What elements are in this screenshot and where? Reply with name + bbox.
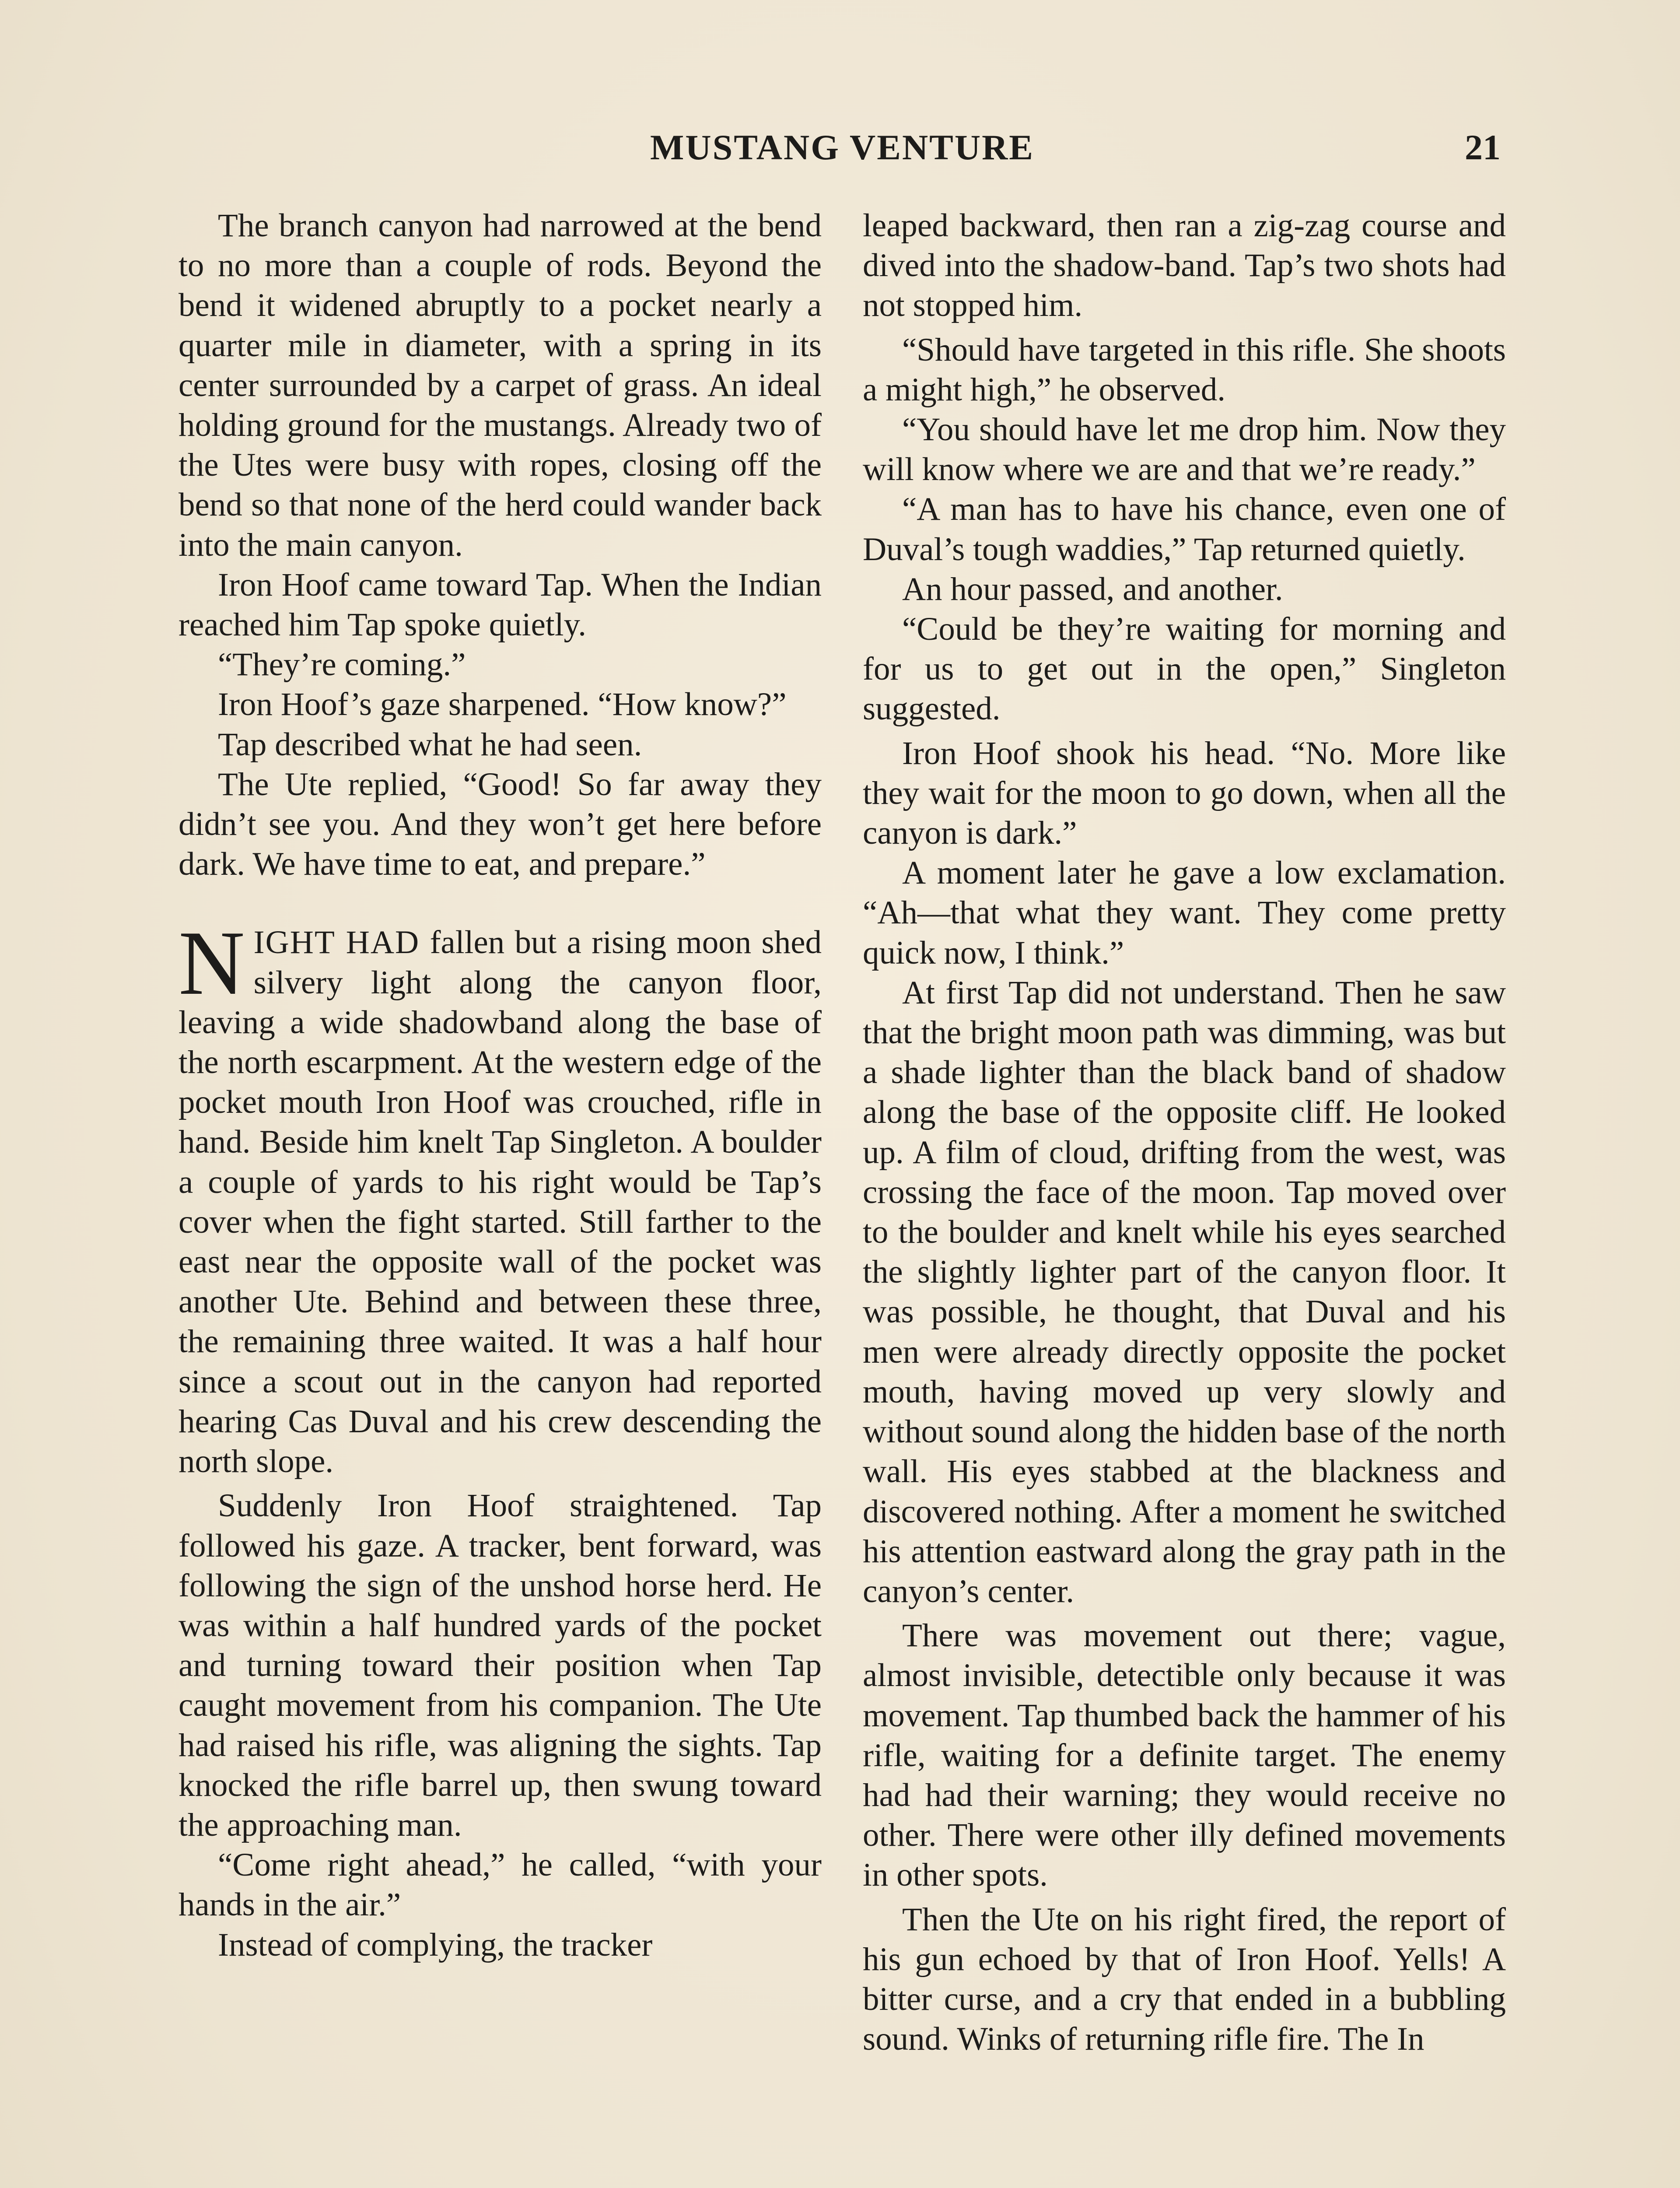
section-lead-in: IGHT HAD xyxy=(253,924,420,961)
paragraph: Iron Hoof shook his head. “No. More like they wait for the moon to go down, when all the canyon is dark.” xyxy=(863,735,1506,852)
paragraph: Iron Hoof came toward Tap. When the Indian reached him Tap spoke quietly. xyxy=(178,566,822,643)
page-number: 21 xyxy=(1465,127,1501,167)
right-column xyxy=(863,206,1506,2188)
drop-cap: N xyxy=(178,912,245,1014)
paragraph: “You should have let me drop him. Now they will know where we are and that we’re ready.” xyxy=(863,411,1506,488)
paragraph: An hour passed, and another. xyxy=(902,571,1283,607)
section-break xyxy=(178,884,822,922)
paragraph: At first Tap did not understand. Then he saw that the bright moon path was dimming, was but a shade lighter than the black band of shadow along the base of the opposite cliff. He looked up. A film of cloud, drifting from the west, was crossing the face of the moon. Tap moved over to the boulder and knelt while his eyes searched the slightly lighter part of the canyon floor. It was possible, he thought, that Duval and his men were already directly opposite the pocket mouth, having moved up very slowly and without sound along the hidden base of the north wall. His eyes stabbed at the blackness and discovered nothing. After a moment he switched his attention eastward along the gray path in the canyon’s center. xyxy=(863,974,1506,1609)
paragraph: There was movement out there; vague, almost invisible, detectible only because it was movement. Tap thumbed back the hammer of his rifle, waiting for a definite target. The enemy had had their warning; they would receive no other. There were other illy defined movements in other spots. xyxy=(863,1617,1506,1893)
section-opening-paragraph xyxy=(178,912,822,1481)
paragraph: “Could be they’re waiting for morning and for us to get out in the open,” Singleton suggested. xyxy=(863,611,1506,727)
paragraph: Suddenly Iron Hoof straightened. Tap followed his gaze. A tracker, bent forward, was following the sign of the unshod horse herd. He was within a half hundred yards of the pocket and turning toward their position when Tap caught movement from his companion. The Ute had raised his rifle, was aligning the sights. Tap knocked the rifle barrel up, then swung toward the approaching man. xyxy=(178,1487,822,1843)
paragraph: “They’re coming.” xyxy=(218,646,466,683)
paragraph: “Come right ahead,” he called, “with your hands in the air.” xyxy=(178,1847,822,1923)
left-column xyxy=(178,206,822,2188)
paragraph: Tap described what he had seen. xyxy=(218,726,642,763)
paragraph: Then the Ute on his right fired, the report of his gun echoed by that of Iron Hoof. Yells! A bitter curse, and a cry that ended in a bubbling sound. Winks of returning rifle fire. The In xyxy=(863,1901,1506,2058)
paragraph: “A man has to have his chance, even one of Duval’s tough waddies,” Tap returned quietly. xyxy=(863,491,1506,568)
paragraph: “Should have targeted in this rifle. She shoots a might high,” he observed. xyxy=(863,331,1506,408)
paragraph: A moment later he gave a low exclamation. “Ah—that what they want. They come pretty quick now, I think.” xyxy=(863,855,1506,971)
section-text: fallen but a rising moon shed silvery light along the canyon floor, leaving a wide shadowband along the base of the north escarpment. At the western edge of the pocket mouth Iron Hoof was crouched, rifle in hand. Beside him knelt Tap Singleton. A boulder a couple of yards to his right would be Tap’s cover when the fight started. Still farther to the east near the opposite wall of the pocket was another Ute. Behind and between these three, the remaining three waited. It was a half hour since a scout out in the canyon had reported hearing Cas Duval and his crew descending the north slope. xyxy=(178,924,822,1480)
paragraph: The branch canyon had narrowed at the bend to no more than a couple of rods. Beyond the bend it widened abruptly to a pocket nearly a quarter mile in diameter, with a spring in its center surrounded by a carpet of grass. An ideal holding ground for the mustangs. Already two of the Utes were busy with ropes, closing off the bend so that none of the herd could wander back into the main canyon. xyxy=(178,207,822,563)
continued-paragraph: leaped backward, then ran a zig-zag course and dived into the shadow-band. Tap’s two shots had not stopped him. xyxy=(863,207,1506,324)
running-head xyxy=(184,127,1501,175)
running-title: MUSTANG VENTURE xyxy=(650,127,1034,167)
paragraph: Iron Hoof’s gaze sharpened. “How know?” xyxy=(218,686,787,723)
paragraph: Instead of complying, the tracker xyxy=(218,1926,653,1963)
paragraph: The Ute replied, “Good! So far away they didn’t see you. And they won’t get here before dark. We have time to eat, and prepare.” xyxy=(178,766,822,883)
